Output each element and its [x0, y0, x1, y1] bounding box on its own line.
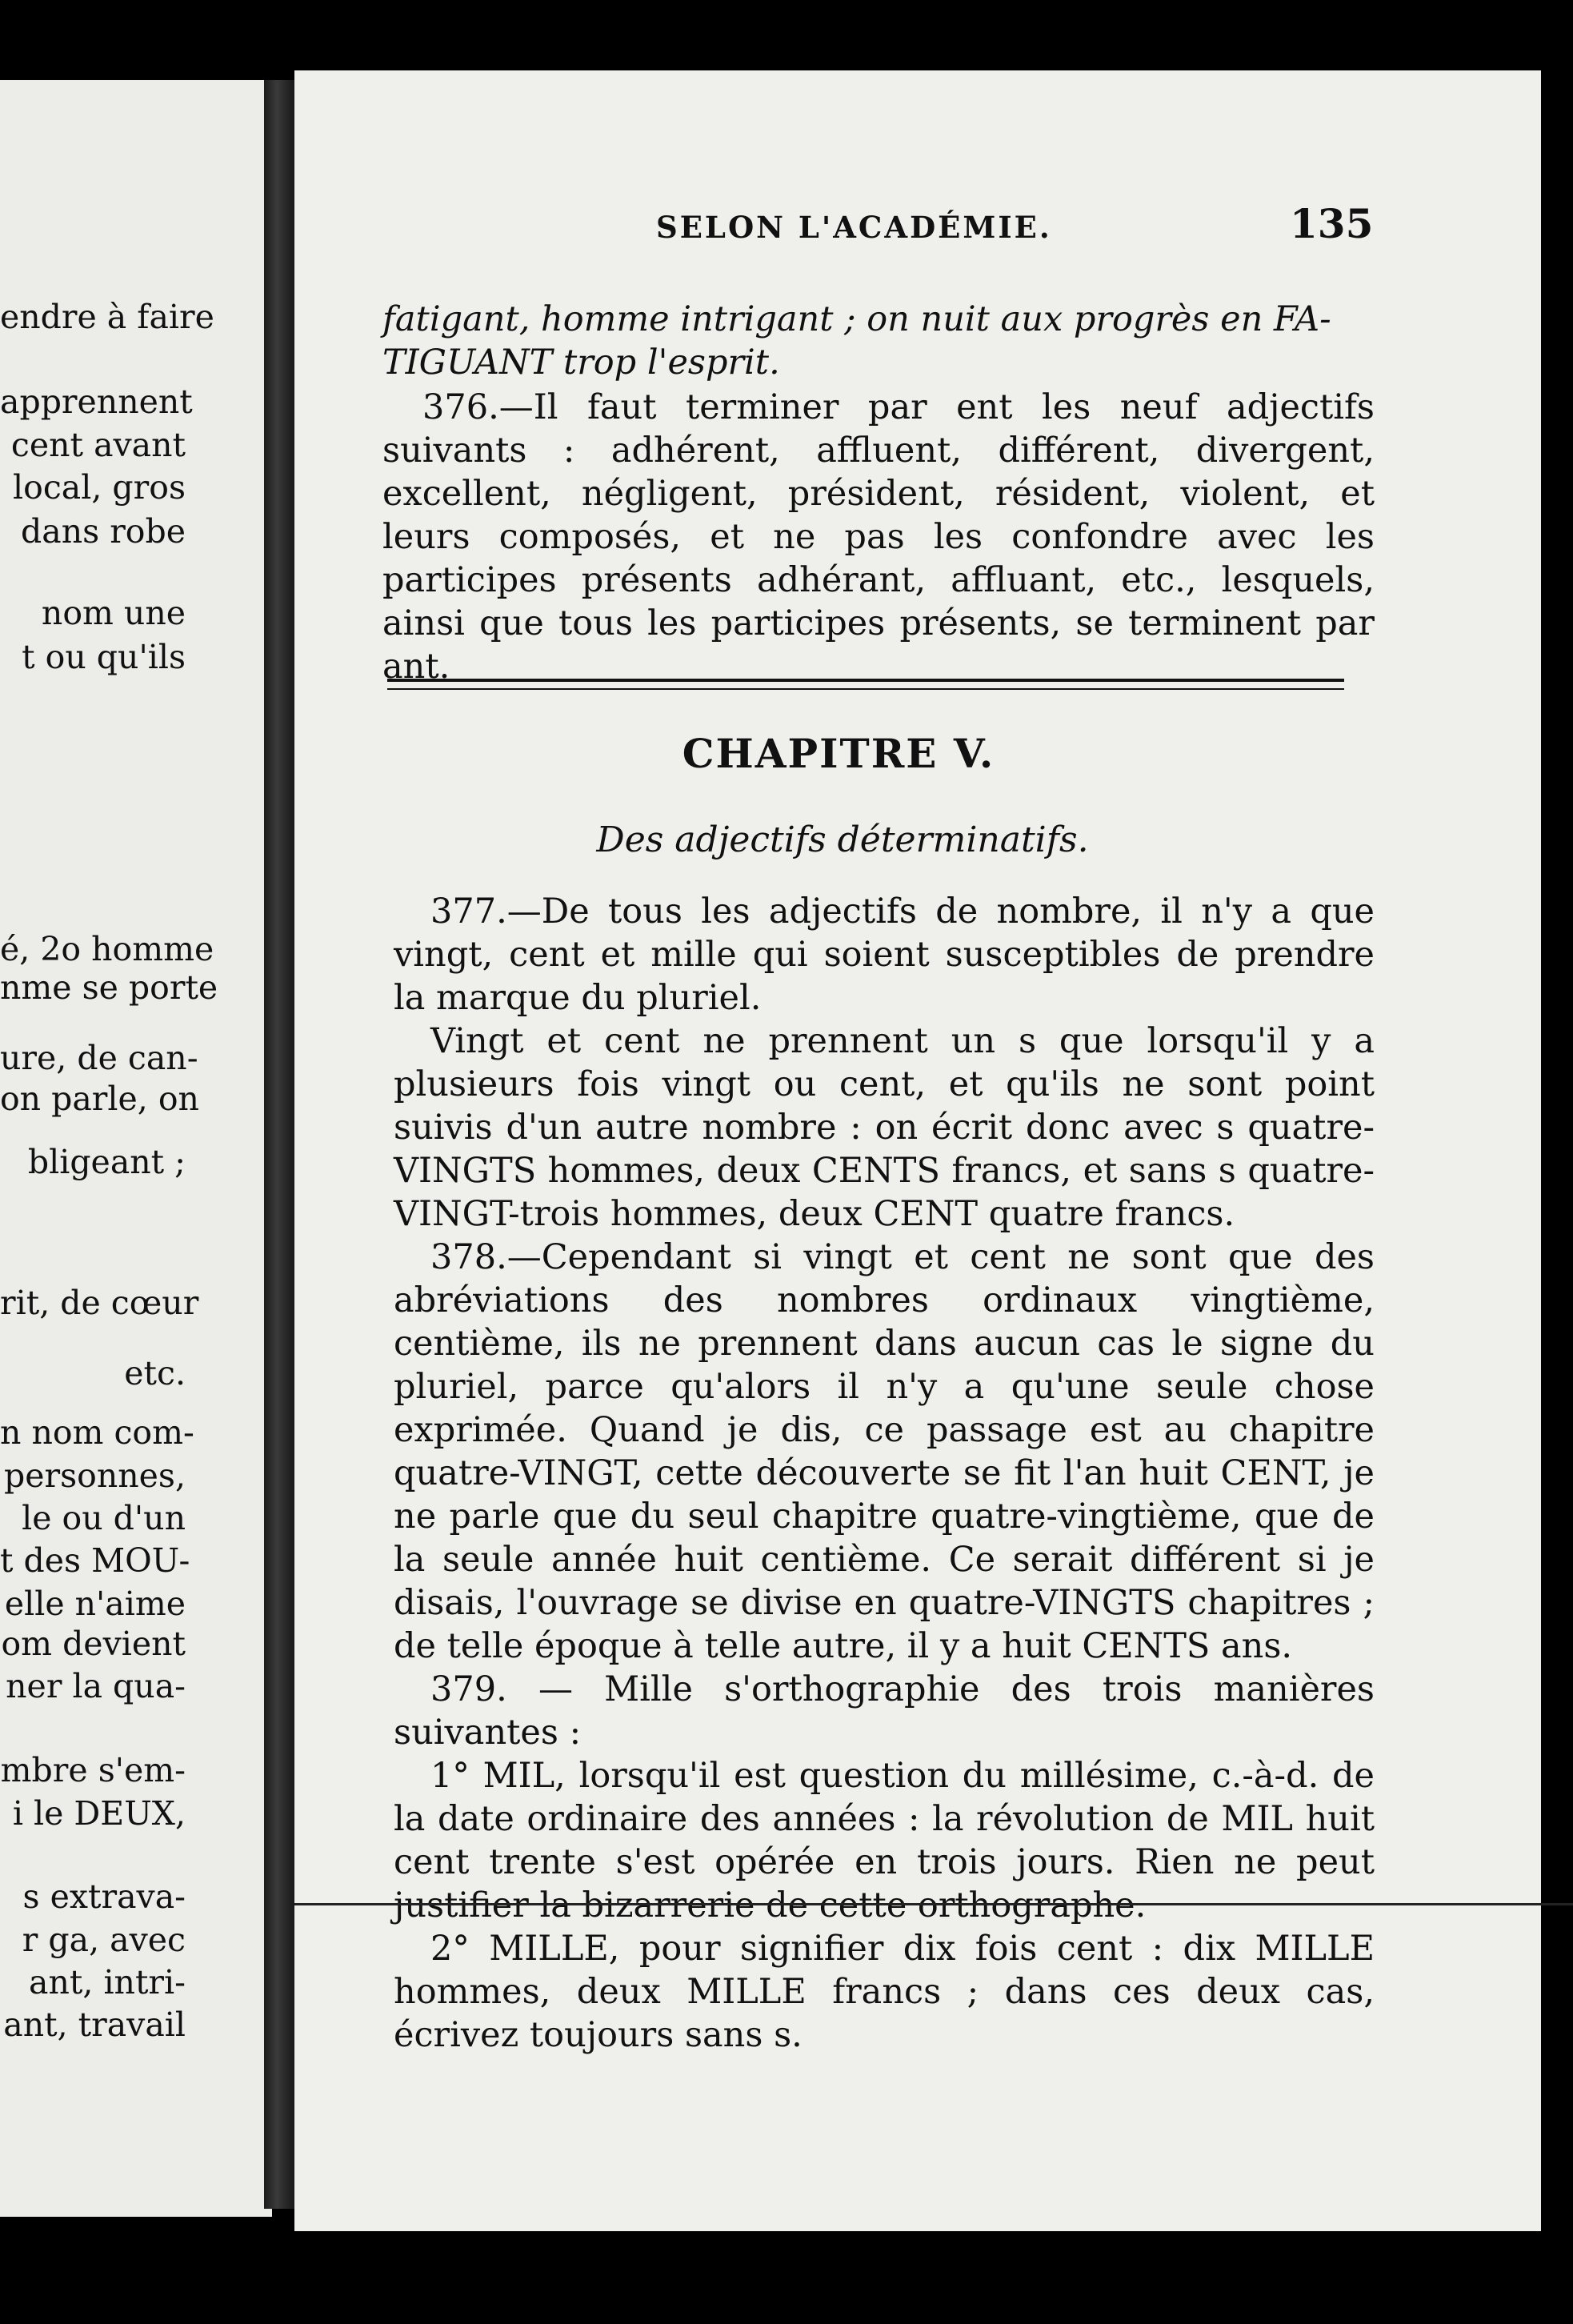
paragraph-378-text: 378.—Cependant si vingt et cent ne sont que des abréviations des nombres ordinaux vingtième, centième, ils ne prennent dans aucun cas le signe du pluriel, parce qu'alors il n'y a qu'une seule chose exprimée. Quand je dis, ce passage est au chapitre quatre-VINGT, cette découverte se fit l'an huit CENT, je ne parle que du seul chapitre quatre-vingtième, que de la seule année huit centième. Ce serait différent si je disais, l'ouvrage se divise en quatre-VINGTS chapitres ; de telle époque à telle autre, il y a huit CENTS ans.: [394, 1237, 1375, 1666]
left-page-line: nom une: [41, 594, 186, 632]
section-rule-thick: [387, 679, 1344, 682]
paragraph-376: [382, 386, 1375, 688]
left-page-line: dans robe: [21, 512, 186, 551]
left-page-line: le ou d'un: [22, 1499, 186, 1537]
paragraph-379-item-1: 1° MIL, lorsqu'il est question du millésime, c.-à-d. de la date ordinaire des années : la révolution de MIL huit cent trente s'est opérée en trois jours. Rien ne peut justifier la bizarrerie de cette orthographe.: [394, 1756, 1375, 1925]
left-page-line: ant, intri-: [29, 1963, 186, 2001]
left-page-line: cent avant: [10, 426, 186, 464]
left-page-line: elle n'aime: [4, 1585, 186, 1623]
top-continuation: [382, 298, 1375, 384]
left-page-line: i le DEUX,: [12, 1794, 186, 1833]
left-page-line: é, 2o homme: [0, 930, 214, 968]
page-fold-line: [294, 1903, 1573, 1905]
book-gutter: [264, 80, 296, 2209]
chapter-subtitle: Des adjectifs déterminatifs.: [596, 819, 1089, 860]
chapter-title: CHAPITRE V.: [682, 730, 995, 777]
left-page-line: rit, de cœur: [0, 1284, 199, 1322]
section-rule-thin: [387, 688, 1344, 690]
left-page-line: personnes,: [4, 1457, 186, 1495]
left-page-line: apprennent: [0, 383, 193, 421]
left-page-line: nme se porte: [0, 968, 218, 1007]
left-page: [0, 80, 272, 2217]
paragraph-377: [394, 890, 1375, 2057]
left-page-line: on parle, on: [0, 1080, 199, 1118]
left-page-line: etc.: [124, 1354, 186, 1392]
paragraph-379-text: 379. — Mille s'orthographie des trois manières suivantes :: [394, 1669, 1375, 1753]
continuation-line-2: TIGUANT trop l'esprit.: [382, 343, 780, 383]
left-page-line: n nom com-: [0, 1413, 194, 1452]
left-page-line: local, gros: [13, 468, 186, 507]
left-page-line: mbre s'em-: [0, 1751, 186, 1789]
left-page-line: t des MOU-: [0, 1541, 190, 1580]
paragraph-377b-text: Vingt et cent ne prennent un s que lorsqu'il y a plusieurs fois vingt ou cent, et qu'ils ne sont point suivis d'un autre nombre : on écrit donc avec s quatre-VINGTS hommes, deux CENTS francs, et sans s quatre-VINGT-trois hommes, deux CENT quatre francs.: [394, 1021, 1375, 1234]
left-page-line: s extrava-: [22, 1877, 186, 1916]
left-page-line: r ga, avec: [22, 1921, 186, 1959]
left-page-line: t ou qu'ils: [22, 638, 186, 676]
paragraph-379-item-2: 2° MILLE, pour signifier dix fois cent : dix MILLE hommes, deux MILLE francs ; dans ces deux cas, écrivez toujours sans s.: [394, 1929, 1375, 2055]
left-page-line: endre à faire: [0, 298, 214, 336]
left-page-line: ant, travail: [3, 2005, 186, 2044]
page-number: 135: [1290, 200, 1374, 247]
left-page-line: ner la qua-: [6, 1667, 186, 1705]
paragraph-376-text: 376.—Il faut terminer par ent les neuf adjectifs suivants : adhérent, affluent, différent, divergent, excellent, négligent, président, résident, violent, et leurs composés, et ne pas les confondre avec les participes présents adhérant, affluant, etc., lesquels, ainsi que tous les participes présents, se terminent par ant.: [382, 387, 1375, 687]
running-title: SELON L'ACADÉMIE.: [656, 210, 1052, 245]
paragraph-377-text: 377.—De tous les adjectifs de nombre, il n'y a que vingt, cent et mille qui soient susceptibles de prendre la marque du pluriel.: [394, 892, 1375, 1018]
left-page-line: ure, de can-: [0, 1039, 198, 1077]
left-page-line: bligeant ;: [27, 1143, 186, 1181]
continuation-line-1: fatigant, homme intrigant ; on nuit aux progrès en FA-: [382, 299, 1331, 339]
left-page-line: om devient: [1, 1625, 186, 1663]
